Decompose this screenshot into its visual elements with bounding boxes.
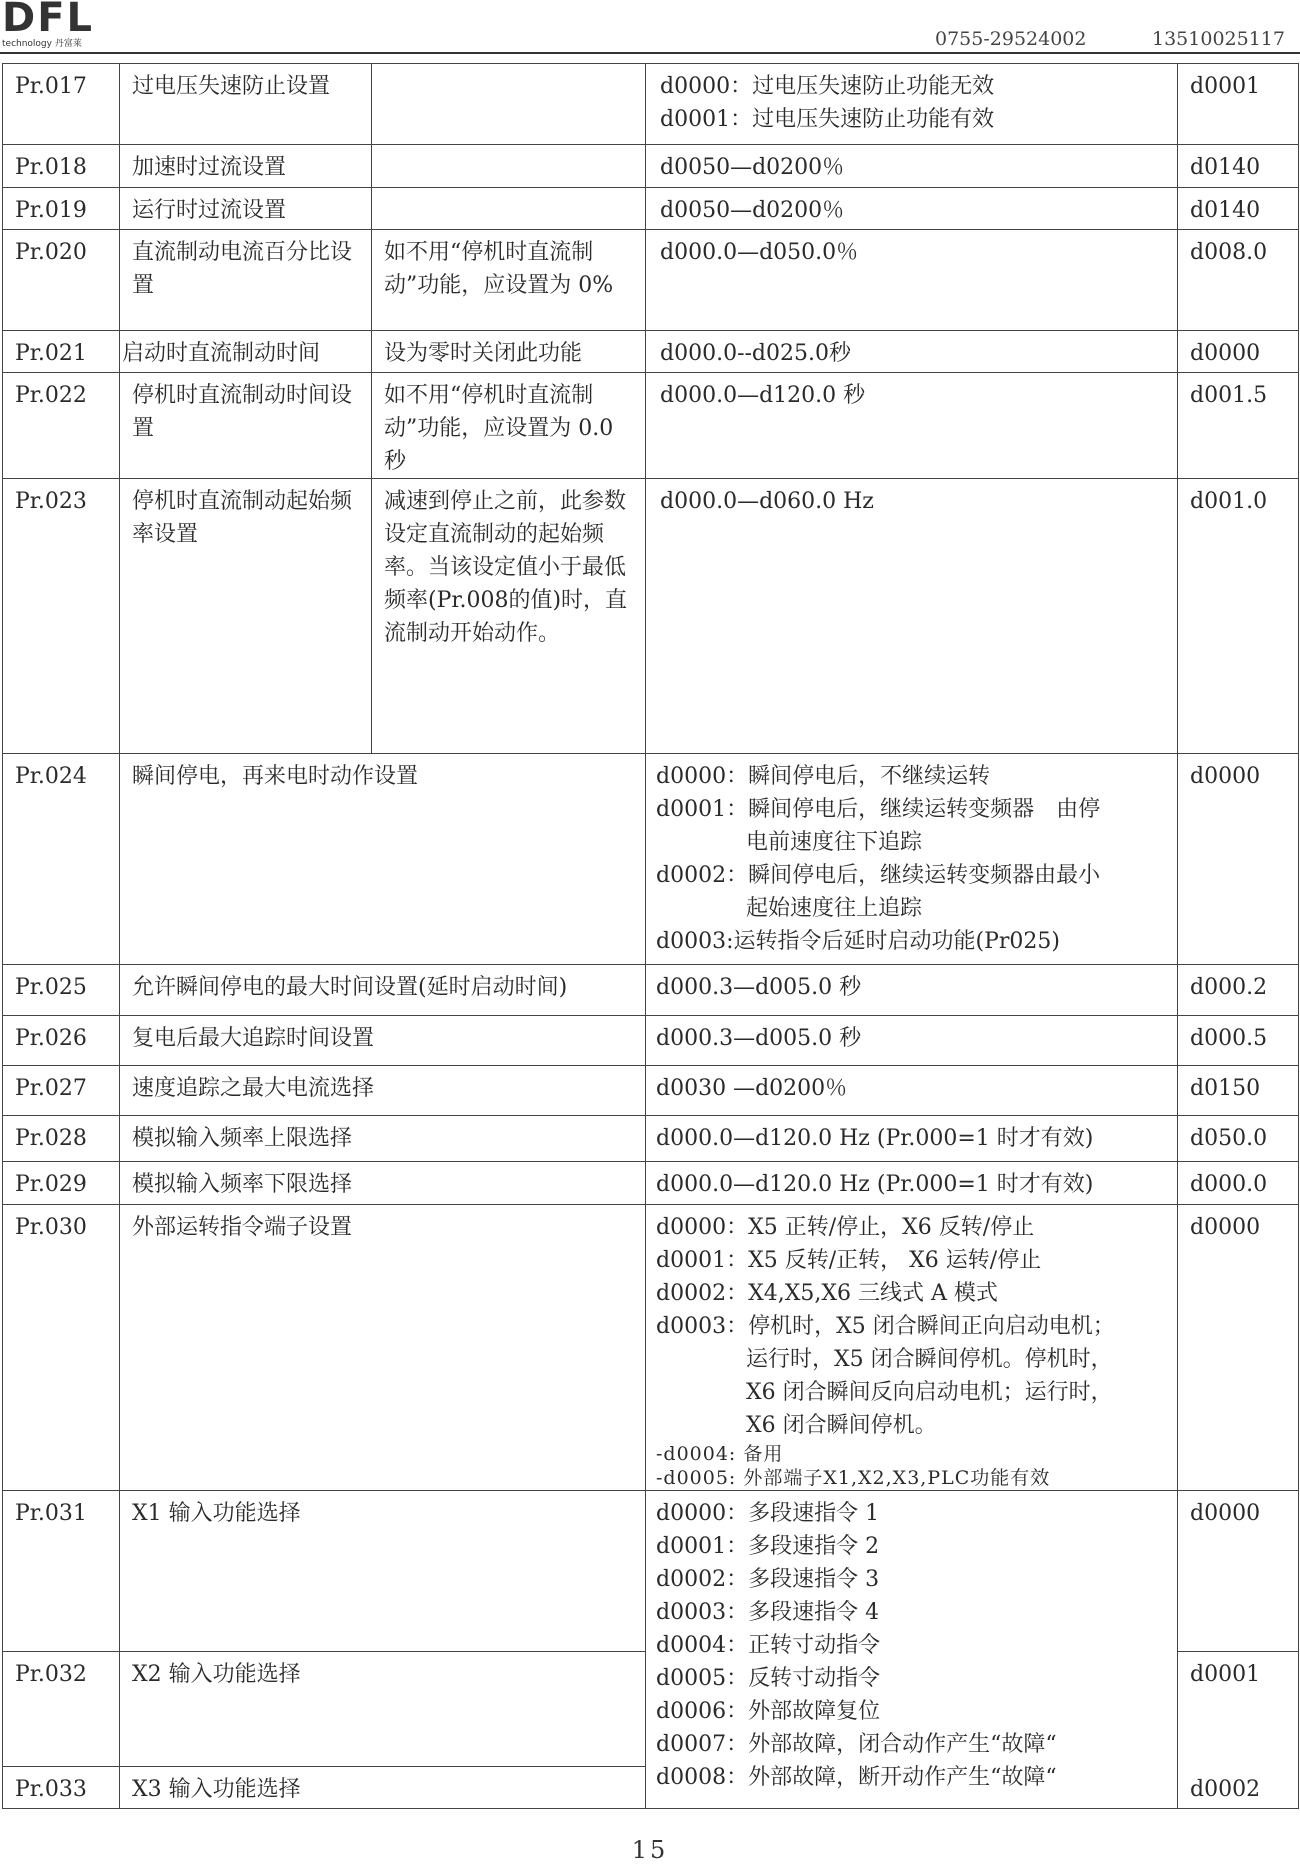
- param-code: Pr.027: [3, 1066, 120, 1116]
- setting-line: d000.0--d025.0秒: [660, 341, 851, 366]
- setting-line: d0050—d0200％: [660, 155, 845, 180]
- logo-mark: DFL: [2, 0, 95, 41]
- param-code: Pr.025: [3, 965, 120, 1016]
- table-row: [3, 373, 1299, 479]
- table-row: [3, 230, 1299, 331]
- param-name: 允许瞬间停电的最大时间设置(延时启动时间): [120, 965, 646, 1016]
- param-setting-range: [646, 373, 1178, 479]
- param-setting-range: [646, 1205, 1178, 1491]
- setting-line: 起始速度往上追踪: [746, 896, 923, 921]
- param-code: Pr.032: [3, 1652, 120, 1767]
- param-default: d0140: [1178, 145, 1299, 188]
- param-default: d0000: [1178, 754, 1299, 965]
- param-setting-range: [646, 64, 1178, 145]
- param-code: Pr.017: [3, 64, 120, 145]
- page-number: 15: [631, 1836, 669, 1864]
- param-code: Pr.030: [3, 1205, 120, 1491]
- table-row: [3, 1491, 1299, 1652]
- param-name: 速度追踪之最大电流选择: [120, 1066, 646, 1116]
- company-logo: [2, 0, 97, 52]
- table-row: [3, 188, 1299, 230]
- param-default: d0001: [1178, 64, 1299, 145]
- param-default: d0150: [1178, 1066, 1299, 1116]
- setting-line: d0001：X5 反转/正转， X6 运转/停止: [656, 1248, 1042, 1273]
- table-row: [3, 1162, 1299, 1205]
- setting-line: d000.0—d120.0 Hz (Pr.000=1 时才有效): [656, 1172, 1094, 1197]
- setting-line: d0003:运转指令后延时启动功能(Pr025): [656, 929, 1060, 954]
- param-setting-range: [646, 1116, 1178, 1162]
- setting-line: d0006：外部故障复位: [656, 1699, 881, 1724]
- default-value: d0001: [1190, 1662, 1261, 1687]
- param-default: d008.0: [1178, 230, 1299, 331]
- param-code: Pr.023: [3, 479, 120, 754]
- setting-line: d0000：多段速指令 1: [656, 1501, 880, 1526]
- param-code: Pr.031: [3, 1491, 120, 1652]
- param-setting-range: [646, 1016, 1178, 1066]
- param-code: Pr.026: [3, 1016, 120, 1066]
- param-setting-range: [646, 1162, 1178, 1205]
- setting-line: d000.0—d120.0 Hz (Pr.000=1 时才有效): [656, 1126, 1094, 1151]
- header-divider: [0, 52, 1300, 54]
- param-name: 启动时直流制动时间: [120, 331, 372, 373]
- phone-number: 0755-29524002: [935, 28, 1087, 50]
- param-name: 过电压失速防止设置: [120, 64, 372, 145]
- setting-line: d0000：X5 正转/停止，X6 反转/停止: [656, 1215, 1035, 1240]
- param-setting-range: [646, 754, 1178, 965]
- param-description: [372, 188, 646, 230]
- setting-line: 运行时，X5 闭合瞬间停机。停机时，: [746, 1347, 1113, 1372]
- setting-line: d0000：瞬间停电后，不继续运转: [656, 764, 991, 789]
- setting-line: d000.3—d005.0 秒: [656, 1026, 862, 1051]
- param-name: 停机时直流制动起始频率设置: [120, 479, 372, 754]
- param-description: [372, 64, 646, 145]
- table-row: [3, 1205, 1299, 1491]
- param-code: Pr.018: [3, 145, 120, 188]
- setting-line: -d0004: 备用: [656, 1443, 784, 1465]
- param-name: 模拟输入频率下限选择: [120, 1162, 646, 1205]
- table-row: [3, 1066, 1299, 1116]
- param-default: d0000: [1178, 1491, 1299, 1652]
- param-description: 减速到停止之前，此参数设定直流制动的起始频率。当该设定值小于最低频率(Pr.008的值)时，直流制动开始动作。: [372, 479, 646, 754]
- setting-line: d0001：瞬间停电后，继续运转变频器 由停: [656, 797, 1101, 822]
- setting-line: d0030 —d0200％: [656, 1076, 848, 1101]
- default-value: d0002: [1190, 1777, 1261, 1802]
- param-code: Pr.029: [3, 1162, 120, 1205]
- param-default: d000.2: [1178, 965, 1299, 1016]
- param-code: Pr.024: [3, 754, 120, 965]
- param-name: 瞬间停电，再来电时动作设置: [120, 754, 646, 965]
- param-name: X3 输入功能选择: [120, 1767, 646, 1809]
- param-code: Pr.028: [3, 1116, 120, 1162]
- param-code: Pr.020: [3, 230, 120, 331]
- param-default: d000.0: [1178, 1162, 1299, 1205]
- setting-line: d0001：多段速指令 2: [656, 1534, 880, 1559]
- setting-line: d0003：多段速指令 4: [656, 1600, 880, 1625]
- table-row: [3, 965, 1299, 1016]
- setting-line: d0007：外部故障，闭合动作产生“故障“: [656, 1732, 1057, 1757]
- param-default: d0000: [1178, 1205, 1299, 1491]
- param-code: Pr.022: [3, 373, 120, 479]
- param-setting-range: [646, 1066, 1178, 1116]
- param-name: 直流制动电流百分比设置: [120, 230, 372, 331]
- param-setting-range: [646, 479, 1178, 754]
- table-row: [3, 754, 1299, 965]
- setting-line: d000.0—d050.0％: [660, 240, 859, 265]
- parameter-table: [2, 63, 1299, 1809]
- setting-line: d0005：反转寸动指令: [656, 1666, 881, 1691]
- param-description: 设为零时关闭此功能: [372, 331, 646, 373]
- setting-line: -d0005: 外部端子X1,X2,X3,PLC功能有效: [656, 1467, 1051, 1489]
- param-default: d001.5: [1178, 373, 1299, 479]
- param-name: X2 输入功能选择: [120, 1652, 646, 1767]
- setting-line: d0003：停机时，X5 闭合瞬间正向启动电机；: [656, 1314, 1115, 1339]
- param-name: 复电后最大追踪时间设置: [120, 1016, 646, 1066]
- table-row: [3, 331, 1299, 373]
- setting-line: X6 闭合瞬间反向启动电机；运行时，: [746, 1380, 1113, 1405]
- setting-line: d000.0—d060.0 Hz: [660, 489, 874, 514]
- setting-line: d000.0—d120.0 秒: [660, 383, 866, 408]
- setting-line: d0004：正转寸动指令: [656, 1633, 881, 1658]
- param-name: X1 输入功能选择: [120, 1491, 646, 1652]
- param-name: 运行时过流设置: [120, 188, 372, 230]
- param-default: d0000: [1178, 331, 1299, 373]
- table-row: [3, 64, 1299, 145]
- setting-line: d0000：过电压失速防止功能无效: [660, 74, 995, 99]
- setting-line: 电前速度往下追踪: [746, 830, 923, 855]
- setting-line: d0002：多段速指令 3: [656, 1567, 880, 1592]
- param-name: 模拟输入频率上限选择: [120, 1116, 646, 1162]
- setting-line: d0050—d0200％: [660, 198, 845, 223]
- setting-line: X6 闭合瞬间停机。: [746, 1413, 937, 1438]
- mobile-number: 13510025117: [1152, 28, 1285, 50]
- param-default: d000.5: [1178, 1016, 1299, 1066]
- setting-line: d0008：外部故障，断开动作产生“故障“: [656, 1765, 1057, 1790]
- param-default: [1178, 1652, 1299, 1809]
- param-default: d0140: [1178, 188, 1299, 230]
- table-row: [3, 479, 1299, 754]
- param-description: [372, 145, 646, 188]
- param-setting-range: [646, 1491, 1178, 1809]
- param-setting-range: [646, 965, 1178, 1016]
- param-name: 加速时过流设置: [120, 145, 372, 188]
- param-description: 如不用“停机时直流制动”功能，应设置为 0%: [372, 230, 646, 331]
- table-row: [3, 145, 1299, 188]
- param-name: 停机时直流制动时间设置: [120, 373, 372, 479]
- param-setting-range: [646, 145, 1178, 188]
- param-code: Pr.019: [3, 188, 120, 230]
- param-code: Pr.033: [3, 1767, 120, 1809]
- param-setting-range: [646, 230, 1178, 331]
- table-row: [3, 1016, 1299, 1066]
- setting-line: d0002：瞬间停电后，继续运转变频器由最小: [656, 863, 1101, 888]
- logo-subtitle: technology 丹富莱: [2, 39, 82, 49]
- param-description: 如不用“停机时直流制动”功能，应设置为 0.0 秒: [372, 373, 646, 479]
- param-default: d001.0: [1178, 479, 1299, 754]
- table-row: [3, 1116, 1299, 1162]
- param-name: 外部运转指令端子设置: [120, 1205, 646, 1491]
- setting-line: d000.3—d005.0 秒: [656, 975, 862, 1000]
- param-setting-range: [646, 188, 1178, 230]
- setting-line: d0002：X4,X5,X6 三线式 A 模式: [656, 1281, 998, 1306]
- setting-line: d0001：过电压失速防止功能有效: [660, 107, 995, 132]
- param-default: d050.0: [1178, 1116, 1299, 1162]
- param-setting-range: [646, 331, 1178, 373]
- param-code: Pr.021: [3, 331, 120, 373]
